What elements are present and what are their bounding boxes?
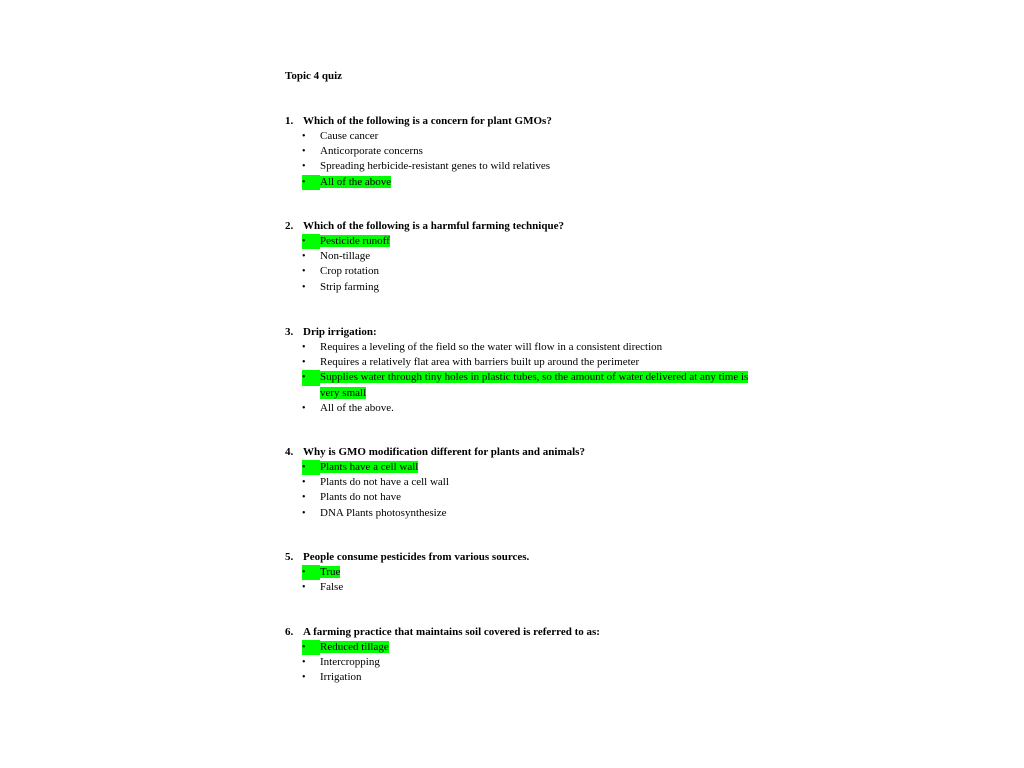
question-text: Which of the following is a concern for plant GMOs? [303,115,552,127]
bullet-icon: • [302,342,306,353]
answer-option-text: Crop rotation [320,265,379,278]
answer-option-text: Strip farming [320,280,379,293]
answer-option [285,264,765,279]
question-heading [285,325,765,340]
bullet-icon: • [302,370,320,385]
answer-option-text: Requires a relatively flat area with barriers built up around the perimeter [320,356,640,369]
answer-option [285,490,765,505]
answer-option-highlighted [285,175,765,190]
question-number: 2. [285,220,294,232]
answer-option-text: Spreading herbicide-resistant genes to wild relatives [320,160,551,173]
bullet-icon: • [302,507,306,519]
bullet-icon: • [302,281,306,293]
bullet-icon: • [302,477,306,489]
quiz-question [285,445,765,521]
answer-option-highlighted [285,370,765,400]
answer-option [285,129,765,144]
answer-options [285,234,765,295]
answer-option-text: Intercropping [320,656,380,669]
answer-option-text: False [320,581,344,594]
question-text: Which of the following is a harmful farming technique? [303,220,564,232]
quiz-question [285,550,765,595]
answer-option-text: Plants do not have a cell wall [320,476,449,489]
question-text: Drip irrigation: [303,326,377,338]
question-number: 1. [285,115,294,127]
bullet-icon: • [302,251,306,263]
question-heading [285,550,765,565]
answer-option [285,144,765,159]
bullet-icon: • [302,492,306,504]
answer-options [285,340,765,416]
answer-option-text: Cause cancer [320,130,379,142]
answer-option-text: All of the above [320,175,392,188]
quiz-question [285,219,765,295]
answer-option-text: DNA Plants photosynthesize [320,506,447,519]
bullet-icon: • [302,175,320,190]
bullet-icon: • [302,161,306,173]
question-number: 3. [285,326,294,338]
bullet-icon: • [302,357,306,369]
answer-option-text: Non-tillage [320,250,371,263]
quiz-question [285,114,765,190]
bullet-icon: • [302,640,320,655]
question-heading [285,219,765,234]
answer-option [285,340,765,355]
question-heading [285,114,765,129]
quiz-question [285,625,765,686]
answer-option [285,580,765,595]
answer-options [285,640,765,686]
quiz-question [285,325,765,416]
question-text: A farming practice that maintains soil covered is referred to as: [303,626,600,638]
answer-option-text: Anticorporate concerns [320,145,423,158]
bullet-icon: • [302,565,320,580]
answer-option-text: Pesticide runoff [320,235,390,247]
answer-option-text: Plants have a cell wall [320,461,419,473]
answer-option-highlighted [285,460,765,475]
bullet-icon: • [302,131,306,142]
bullet-icon: • [302,146,306,158]
answer-option-text: True [320,566,341,578]
answer-options [285,565,765,595]
bullet-icon: • [302,582,306,594]
answer-option-text: All of the above. [320,401,394,414]
answer-option-highlighted [285,565,765,580]
question-heading [285,445,765,460]
question-number: 4. [285,446,294,458]
bullet-icon: • [302,266,306,278]
question-heading [285,625,765,640]
answer-options [285,460,765,521]
answer-option-text: Requires a leveling of the field so the water will flow in a consistent direction [320,341,663,353]
answer-option [285,670,765,685]
answer-option-highlighted [285,234,765,249]
answer-option [285,355,765,370]
answer-option [285,249,765,264]
answer-option-text: Irrigation [320,671,362,684]
answer-option [285,506,765,521]
answer-options [285,129,765,190]
document-title: Topic 4 quiz [285,70,343,82]
answer-option-text: Plants do not have [320,491,401,504]
answer-option [285,280,765,295]
bullet-icon: • [302,234,320,249]
question-number: 5. [285,551,294,563]
document-page [285,68,765,684]
bullet-icon: • [302,657,306,669]
answer-option-text: Supplies water through tiny holes in plastic tubes, so the amount of water delivered at any time is very small [320,371,749,399]
bullet-icon: • [302,460,320,475]
answer-option [285,655,765,670]
question-number: 6. [285,626,294,638]
question-text: Why is GMO modification different for plants and animals? [303,446,585,458]
bullet-icon: • [302,672,306,684]
bullet-icon: • [302,402,306,414]
answer-option-text: Reduced tillage [320,641,389,653]
answer-option [285,475,765,490]
answer-option-highlighted [285,640,765,655]
question-text: People consume pesticides from various sources. [303,551,530,563]
answer-option [285,401,765,416]
answer-option [285,159,765,174]
